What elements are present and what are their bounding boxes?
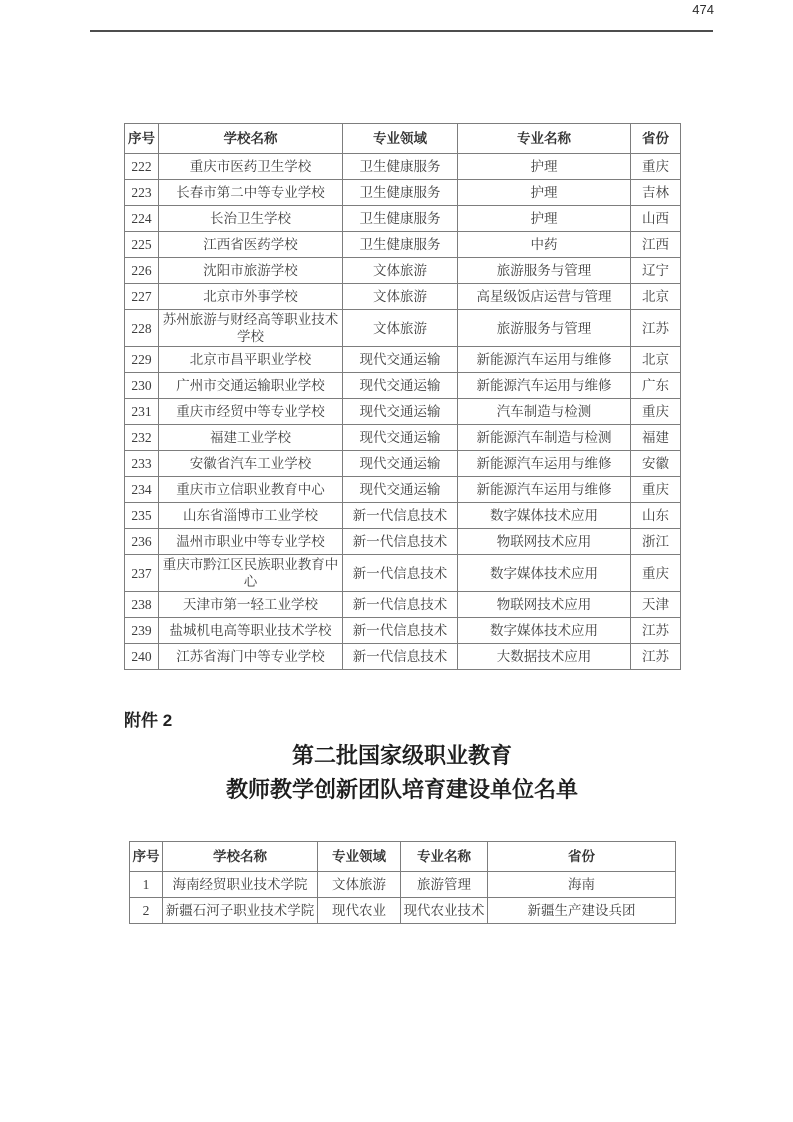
table-cell: 卫生健康服务	[343, 154, 458, 180]
table-cell: 新一代信息技术	[343, 592, 458, 618]
table-cell: 228	[125, 310, 159, 347]
table-cell: 现代交通运输	[343, 399, 458, 425]
table-cell: 广东	[631, 373, 681, 399]
header-row	[125, 124, 681, 154]
table-cell: 大数据技术应用	[458, 644, 631, 670]
teams-table	[124, 123, 681, 670]
table-row	[125, 618, 681, 644]
table-cell: 现代交通运输	[343, 347, 458, 373]
table-cell: 新疆石河子职业技术学院	[163, 898, 318, 924]
cultivation-table	[129, 841, 676, 924]
table-cell: 新一代信息技术	[343, 644, 458, 670]
table-cell: 232	[125, 425, 159, 451]
table-cell: 225	[125, 232, 159, 258]
table-cell: 卫生健康服务	[343, 206, 458, 232]
table-row	[125, 232, 681, 258]
table-row	[125, 529, 681, 555]
teams-table-body	[125, 154, 681, 670]
table-cell: 现代农业技术	[401, 898, 488, 924]
table-cell: 卫生健康服务	[343, 180, 458, 206]
table-cell: 235	[125, 503, 159, 529]
table-cell: 江苏	[631, 644, 681, 670]
table-cell: 天津	[631, 592, 681, 618]
table-row	[130, 898, 676, 924]
table-cell: 新一代信息技术	[343, 503, 458, 529]
teams-table-head	[125, 124, 681, 154]
table-cell: 重庆	[631, 555, 681, 592]
cultivation-table-section	[129, 841, 675, 924]
cultivation-table-head	[130, 842, 676, 872]
table-row	[125, 310, 681, 347]
table-cell: 新能源汽车运用与维修	[458, 347, 631, 373]
table-cell: 新能源汽车运用与维修	[458, 451, 631, 477]
column-header: 专业领域	[318, 842, 401, 872]
table-row	[125, 644, 681, 670]
table-cell: 苏州旅游与财经高等职业技术学校	[159, 310, 343, 347]
table-cell: 高星级饭店运营与管理	[458, 284, 631, 310]
table-cell: 护理	[458, 180, 631, 206]
table-row	[125, 555, 681, 592]
table-cell: 重庆市黔江区民族职业教育中心	[159, 555, 343, 592]
table-cell: 224	[125, 206, 159, 232]
table-cell: 227	[125, 284, 159, 310]
table-cell: 长治卫生学校	[159, 206, 343, 232]
header-row	[130, 842, 676, 872]
table-row	[125, 180, 681, 206]
table-cell: 237	[125, 555, 159, 592]
table-cell: 温州市职业中等专业学校	[159, 529, 343, 555]
table-cell: 数字媒体技术应用	[458, 503, 631, 529]
table-cell: 223	[125, 180, 159, 206]
table-cell: 中药	[458, 232, 631, 258]
table-cell: 物联网技术应用	[458, 529, 631, 555]
table-cell: 231	[125, 399, 159, 425]
table-cell: 重庆市医药卫生学校	[159, 154, 343, 180]
table-cell: 安徽省汽车工业学校	[159, 451, 343, 477]
table-cell: 现代交通运输	[343, 451, 458, 477]
table-cell: 现代交通运输	[343, 477, 458, 503]
table-cell: 新一代信息技术	[343, 618, 458, 644]
table-cell: 辽宁	[631, 258, 681, 284]
table-cell: 山东省淄博市工业学校	[159, 503, 343, 529]
table-cell: 护理	[458, 206, 631, 232]
table-cell: 229	[125, 347, 159, 373]
table-row	[125, 284, 681, 310]
table-row	[130, 872, 676, 898]
table-row	[125, 477, 681, 503]
table-cell: 北京	[631, 284, 681, 310]
table-row	[125, 154, 681, 180]
table-cell: 重庆市经贸中等专业学校	[159, 399, 343, 425]
table-cell: 238	[125, 592, 159, 618]
table-cell: 福建工业学校	[159, 425, 343, 451]
table-cell: 新一代信息技术	[343, 555, 458, 592]
table-cell: 现代交通运输	[343, 425, 458, 451]
table-cell: 山东	[631, 503, 681, 529]
column-header: 序号	[130, 842, 163, 872]
table-cell: 2	[130, 898, 163, 924]
table-cell: 江西	[631, 232, 681, 258]
table-cell: 新能源汽车运用与维修	[458, 373, 631, 399]
table-cell: 新能源汽车制造与检测	[458, 425, 631, 451]
table-cell: 234	[125, 477, 159, 503]
table-row	[125, 592, 681, 618]
table-cell: 新一代信息技术	[343, 529, 458, 555]
teams-table-section	[124, 123, 680, 670]
table-cell: 旅游服务与管理	[458, 258, 631, 284]
table-row	[125, 399, 681, 425]
table-cell: 护理	[458, 154, 631, 180]
table-cell: 1	[130, 872, 163, 898]
table-cell: 文体旅游	[343, 258, 458, 284]
table-cell: 240	[125, 644, 159, 670]
table-cell: 卫生健康服务	[343, 232, 458, 258]
table-cell: 重庆市立信职业教育中心	[159, 477, 343, 503]
table-cell: 江苏	[631, 310, 681, 347]
column-header: 专业名称	[458, 124, 631, 154]
table-cell: 北京市昌平职业学校	[159, 347, 343, 373]
table-cell: 现代农业	[318, 898, 401, 924]
column-header: 专业领域	[343, 124, 458, 154]
table-cell: 文体旅游	[318, 872, 401, 898]
table-cell: 吉林	[631, 180, 681, 206]
document-title-line1: 第二批国家级职业教育	[291, 743, 512, 768]
table-cell: 长春市第二中等专业学校	[159, 180, 343, 206]
column-header: 序号	[125, 124, 159, 154]
column-header: 学校名称	[159, 124, 343, 154]
document-title-line2: 教师教学创新团队培育建设单位名单	[225, 777, 578, 802]
table-cell: 安徽	[631, 451, 681, 477]
table-cell: 旅游服务与管理	[458, 310, 631, 347]
table-cell: 现代交通运输	[343, 373, 458, 399]
table-row	[125, 451, 681, 477]
table-cell: 重庆	[631, 399, 681, 425]
table-cell: 物联网技术应用	[458, 592, 631, 618]
table-cell: 233	[125, 451, 159, 477]
table-row	[125, 206, 681, 232]
document-title	[104, 739, 700, 807]
table-row	[125, 258, 681, 284]
attachment-label: 附件 2	[124, 711, 173, 730]
table-cell: 222	[125, 154, 159, 180]
table-cell: 新能源汽车运用与维修	[458, 477, 631, 503]
table-cell: 海南经贸职业技术学院	[163, 872, 318, 898]
table-cell: 236	[125, 529, 159, 555]
table-cell: 数字媒体技术应用	[458, 618, 631, 644]
table-cell: 天津市第一轻工业学校	[159, 592, 343, 618]
header-rule	[90, 30, 713, 32]
table-row	[125, 503, 681, 529]
table-row	[125, 347, 681, 373]
table-cell: 旅游管理	[401, 872, 488, 898]
table-cell: 海南	[488, 872, 676, 898]
column-header: 专业名称	[401, 842, 488, 872]
table-cell: 江西省医药学校	[159, 232, 343, 258]
table-row	[125, 425, 681, 451]
table-cell: 江苏	[631, 618, 681, 644]
table-cell: 新疆生产建设兵团	[488, 898, 676, 924]
table-cell: 226	[125, 258, 159, 284]
table-cell: 数字媒体技术应用	[458, 555, 631, 592]
table-cell: 重庆	[631, 477, 681, 503]
cultivation-table-body	[130, 872, 676, 924]
column-header: 省份	[488, 842, 676, 872]
page-number: 474	[692, 2, 714, 17]
table-row	[125, 373, 681, 399]
table-cell: 广州市交通运输职业学校	[159, 373, 343, 399]
table-cell: 盐城机电高等职业技术学校	[159, 618, 343, 644]
table-cell: 北京	[631, 347, 681, 373]
column-header: 学校名称	[163, 842, 318, 872]
table-cell: 汽车制造与检测	[458, 399, 631, 425]
column-header: 省份	[631, 124, 681, 154]
table-cell: 重庆	[631, 154, 681, 180]
table-cell: 浙江	[631, 529, 681, 555]
table-cell: 239	[125, 618, 159, 644]
table-cell: 文体旅游	[343, 310, 458, 347]
table-cell: 230	[125, 373, 159, 399]
table-cell: 沈阳市旅游学校	[159, 258, 343, 284]
table-cell: 福建	[631, 425, 681, 451]
table-cell: 江苏省海门中等专业学校	[159, 644, 343, 670]
table-cell: 文体旅游	[343, 284, 458, 310]
table-cell: 北京市外事学校	[159, 284, 343, 310]
table-cell: 山西	[631, 206, 681, 232]
